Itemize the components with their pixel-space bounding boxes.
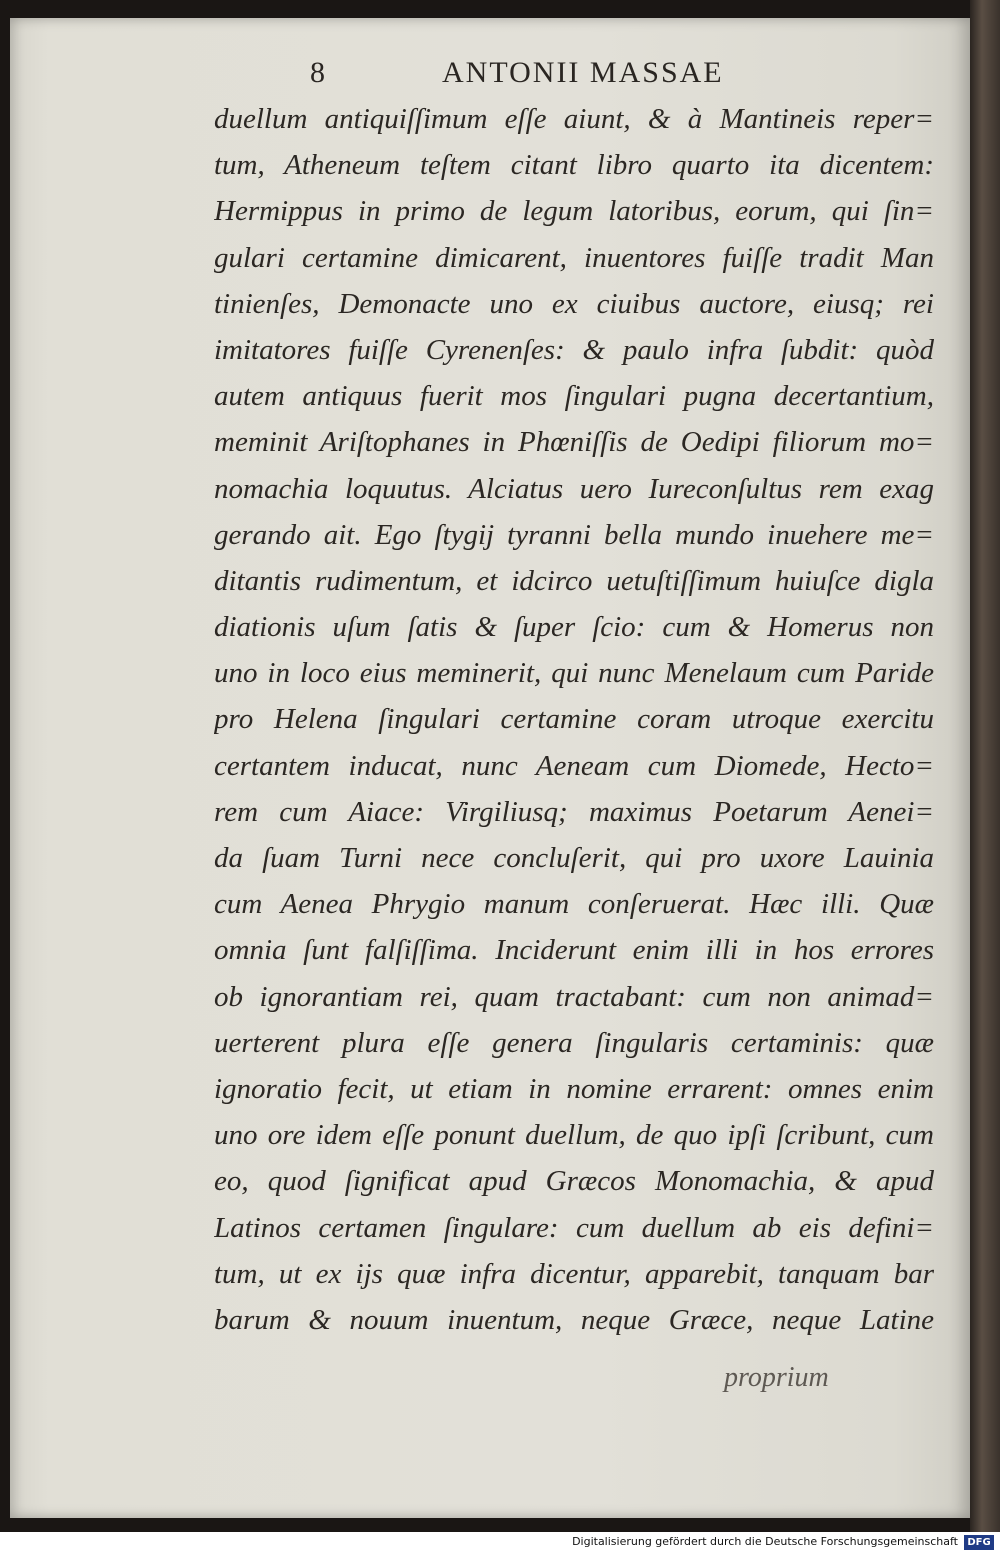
text-line: eo, quod ſignificat apud Græcos Monomachia, & apud <box>214 1165 934 1198</box>
running-head <box>10 56 970 96</box>
dfg-logo-icon: DFG <box>964 1535 994 1550</box>
text-line: barum & nouum inuentum, neque Græce, neque Latine <box>214 1303 934 1336</box>
text-line: autem antiquus fuerit mos ſingulari pugna decertantium, <box>214 380 934 413</box>
text-line: nomachia loquutus. Alciatus uero Iureconſultus rem exag <box>214 472 934 505</box>
text-line: ignoratio fecit, ut etiam in nomine errarent: omnes enim <box>214 1072 934 1105</box>
text-line: certantem inducat, nunc Aeneam cum Diomede, Hecto= <box>214 749 934 782</box>
text-line: ditantis rudimentum, et idcirco uetuſtiſſimum huiuſce digla <box>214 564 934 597</box>
text-line: uno in loco eius meminerit, qui nunc Menelaum cum Paride <box>214 657 934 690</box>
text-line: uno ore idem eſſe ponunt duellum, de quo ipſi ſcribunt, cum <box>214 1119 934 1152</box>
text-line: Hermippus in primo de legum latoribus, eorum, qui ſin= <box>214 195 934 228</box>
footer-bar <box>0 1532 1000 1554</box>
text-line: tum, Atheneum teſtem citant libro quarto ita dicentem: <box>214 149 934 182</box>
running-title: ANTONII MASSAE <box>442 56 724 89</box>
body-text <box>214 96 934 1343</box>
text-line: Latinos certamen ſingulare: cum duellum ab eis defini= <box>214 1211 934 1244</box>
text-line: uerterent plura eſſe genera ſingularis certaminis: quæ <box>214 1026 934 1059</box>
text-line: duellum antiquiſſimum eſſe aiunt, & à Mantineis reper= <box>214 103 934 135</box>
page-number: 8 <box>310 56 325 89</box>
book-page <box>10 18 970 1518</box>
funding-credit: Digitalisierung gefördert durch die Deutsche Forschungsgemeinschaft <box>572 1535 958 1548</box>
text-line: tinienſes, Demonacte uno ex ciuibus auctore, eiusq; rei <box>214 287 934 320</box>
text-line: da ſuam Turni nece concluſerit, qui pro uxore Lauinia <box>214 842 934 874</box>
catchword: proprium <box>724 1362 829 1393</box>
text-line: diationis uſum ſatis & ſuper ſcio: cum & Homerus non <box>214 611 934 644</box>
text-line: imitatores fuiſſe Cyrenenſes: & paulo infra ſubdit: quòd <box>214 333 934 366</box>
text-line: meminit Ariſtophanes in Phœniſſis de Oedipi filiorum mo= <box>214 426 934 459</box>
text-line: gerando ait. Ego ſtygij tyranni bella mundo inuehere me= <box>214 518 934 551</box>
text-line: tum, ut ex ijs quæ infra dicentur, apparebit, tanquam bar <box>214 1257 934 1290</box>
text-line: pro Helena ſingulari certamine coram utroque exercitu <box>214 703 934 736</box>
text-line: omnia ſunt falſiſſima. Inciderunt enim illi in hos errores <box>214 934 934 967</box>
text-line: cum Aenea Phrygio manum conſeruerat. Hæc illi. Quæ <box>214 888 934 921</box>
text-line: gulari certamine dimicarent, inuentores fuiſſe tradit Man <box>214 241 934 274</box>
text-line: ob ignorantiam rei, quam tractabant: cum non animad= <box>214 980 934 1013</box>
text-line: rem cum Aiace: Virgiliusq; maximus Poetarum Aenei= <box>214 795 934 828</box>
page-edge <box>970 0 1000 1554</box>
